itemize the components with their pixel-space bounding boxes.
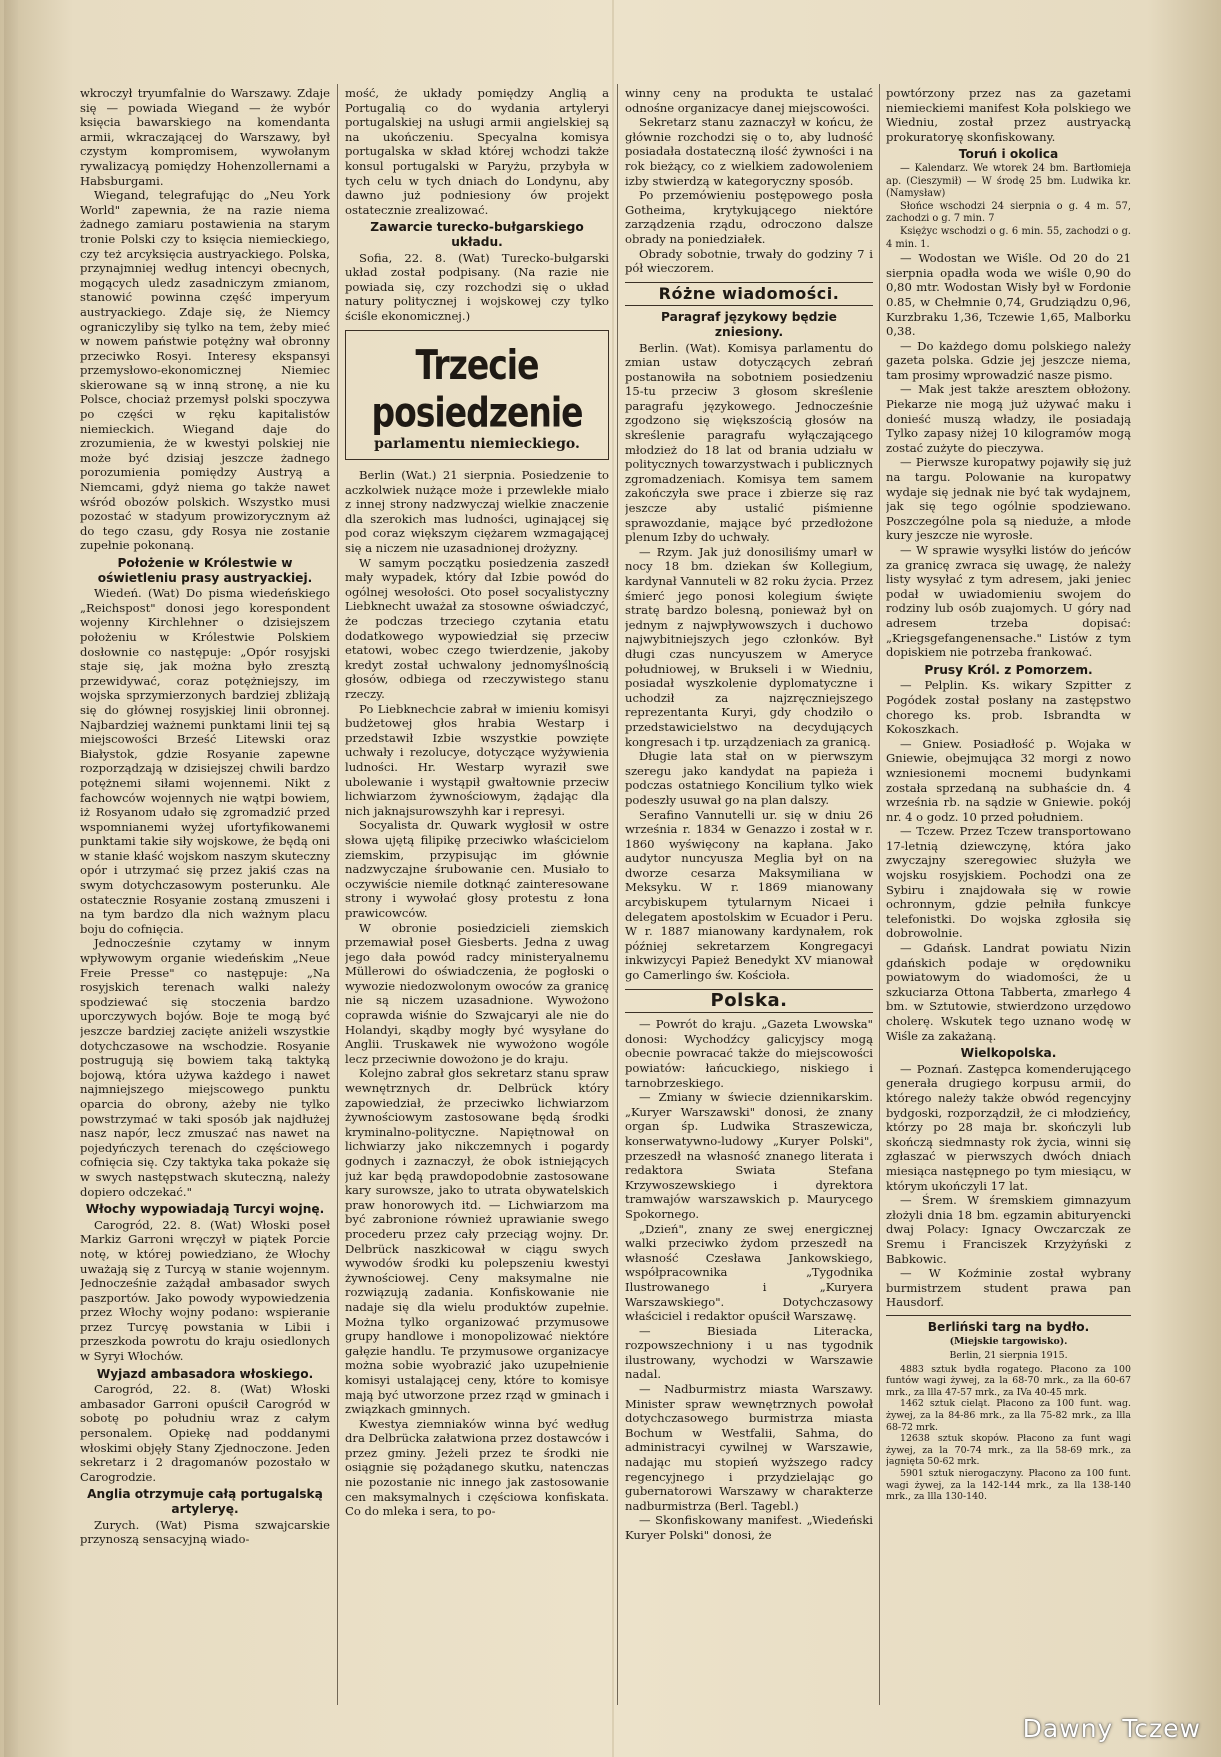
article-paragraph: Carogród, 22. 8. (Wat) Włoski poseł Markiz Garroni wręczył w piątek Porcie notę, w której powiedziano, że Włochy uważają się z Turcyą w stanie wojennym. Jednocześnie zażądał ambasador swych paszportów. Jako powody wypowiedzenia przez Włochy wojny podano: wspieranie przez Turcyę powstania w Libii i przeszkoda powrotu do kraju osiedlonych w Syryi Włochów. <box>80 1217 330 1364</box>
article-paragraph: Sekretarz stanu zaznaczył w końcu, że głównie rozchodzi się o to, aby ludność posiadała dostateczną ilość żywności i na rok bieżący, co z wielkiem zadowoleniem izby stwierdzą w kategoryczny sposób. <box>625 115 873 188</box>
binding-edge <box>4 0 18 1757</box>
column-1 <box>80 86 330 1703</box>
article-paragraph: — Zmiany w świecie dziennikarskim. „Kuryer Warszawski" donosi, że znany organ śp. Ludwika Straszewicza, konserwatywno-ludowy „Kuryer Polski", przeszedł na własność znanego literata i redaktora Swiata Stefana Krzywoszewskiego i dyrektora tramwajów warszawskich p. Maurycego Spokornego. <box>625 1090 873 1221</box>
article-paragraph: — Pierwsze kuropatwy pojawiły się już na targu. Polowanie na kuropatwy wydaje się jednak nie być tak wydajnem, jak się tego ogólnie spodziewano. Poszczególne pola są nieduże, a młode kury jeszcze nie wyrosłe. <box>886 455 1131 543</box>
section-header: Polska. <box>625 989 873 1014</box>
main-headline: Trzecie posiedzenie <box>371 339 583 436</box>
headline: Wielkopolska. <box>960 1046 1057 1061</box>
article-paragraph: mość, że układy pomiędzy Anglią a Portugalią co do wydania artyleryi portugalskiej na usługi armii angielskiej są na ukończeniu. Specyalna komisya portugalska w skład której wchodzi także konsul portugalski w Paryżu, przybyła w tych celu w tych dniach do Londynu, aby dawno już podniesiony ów projekt ostatecznie zrealizować. <box>345 86 609 217</box>
article-paragraph: — Poznań. Zastępca komenderującego generała drugiego korpusu armii, do którego należy także obwód regencyjny bydgoski, rozporządził, że ci młodzieńcy, którzy po 28 maja br. skończyli lub skończą siedmnasty rok życia, winni się zgłaszać w pierwszych dwóch dniach miesiąca następnego po tym miesiącu, w którym ukończyli 17 lat. <box>886 1061 1131 1193</box>
article-paragraph: „Dzień", znany ze swej energicznej walki przeciwko żydom przeszedł na własność Czesława Jankowskiego, współpracownika „Tygodnika Ilustrowanego i „Kuryera Warszawskiego". Dotychczasowy właściciel i redaktor opuścił Warszawę. <box>625 1221 873 1324</box>
column-rule <box>337 84 338 1705</box>
article-paragraph: Berlin. (Wat). Komisya parlamentu do zmian ustaw dotyczących zebrań postanowiła na sobotniem posiedzeniu 15-tu przeciw 3 głosom skreślenie paragrafu językowego. Jednocześnie zgodzono się większością głosów na skreślenie paragrafu wyłączającego młodzież do 18 lat od brania udziału w politycznych towarzystwach i publicznych zgromadzeniach. Komisya tem samem zakończyła swe prace i zbierze się raz jeszcze aby ustalić piśmienne sprawozdanie, mające być przedłożone plenum Izby do uchwały. <box>625 340 873 545</box>
article-paragraph: powtórzony przez nas za gazetami niemieckiemi manifest Koła polskiego we Wiedniu, został przez austryacką prokuratoryę skonfiskowany. <box>886 86 1131 144</box>
article-paragraph: wkroczył tryumfalnie do Warszawy. Zdaje się — powiada Wiegand — że wybór księcia bawarskiego na komendanta armii, wkraczającej do Warszawy, był czystym kompromisem, wywołanym rywalizacyą pomiędzy Hohenzollernami a Habsburgami. <box>80 86 330 188</box>
headline: Paragraf językowy będzie zniesiony. <box>661 310 837 339</box>
article-paragraph: — Gniew. Posiadłość p. Wojaka w Gniewie, obejmująca 32 morgi z nowo wzniesionemi mocnemi budynkami została sprzedaną na subhaście dn. 4 września rb. na sądzie w Gniewie. pokój nr. 4 o godz. 10 przed południem. <box>886 736 1131 824</box>
market-entry: 1462 sztuk cieląt. Płacono za 100 funt. wag. żywej, za la 84-86 mrk., za lla 75-82 mrk., za llla 68-72 mrk. <box>886 1398 1131 1433</box>
article-paragraph: — Gdańsk. Landrat powiatu Nizin gdańskich podaje w orędowniku powiatowym do wiadomości, że u szkuciarza Ottona Tabberta, zmarłego 4 bm. w Sztutowie, stwierdzono urzędowo cholerę. Wskutek tego uznano wodę w Wiśle za zakażaną. <box>886 941 1131 1043</box>
column-3 <box>625 86 873 1703</box>
article-paragraph: winny ceny na produkta te ustalać odnośne organizacye danej miejscowości. <box>625 86 873 115</box>
article-paragraph: Kwestya ziemniaków winna być według dra Delbrücka załatwiona przez dostawców i przez gminy. Jeżeli przez te środki nie osiągnie się pożądanego skutku, natenczas nie pozostanie nic innego jak zastosowanie cen maksymalnych i częściowa konfiskata. Co do mleka i sera, to po- <box>345 1416 609 1519</box>
calendar-entry: — Kalendarz. We wtorek 24 bm. Bartłomieja ap. (Cieszymił) — W środę 25 bm. Ludwika kr. (Namysław) <box>886 162 1131 200</box>
calendar-entry: Księżyc wschodzi o g. 6 min. 55, zachodzi o g. 4 min. 1. <box>886 225 1131 250</box>
article-paragraph: W samym początku posiedzenia zaszedł mały wypadek, który dał Izbie powód do ogólnej wesołości. Oto poseł socyalistyczny Liebknecht uważał za stosowne oświadczyć, że podczas trzeciego czytania etatu dodatkowego wypowiedział się przeciw etatowi, wobec czego twierdzenie, jakoby kredyt został uchwalony jednomyślnością głosów, odbiega od rzeczywistego stanu rzeczy. <box>345 555 609 701</box>
headline: Wyjazd ambasadora włoskiego. <box>96 1366 314 1381</box>
column-rule <box>617 84 618 1705</box>
article-paragraph: — Do każdego domu polskiego należy gazeta polska. Gdzie jej jeszcze niema, tam prosimy wprowadzić nasze pismo. <box>886 338 1131 382</box>
headline: Zawarcie turecko-bułgarskiego układu. <box>370 220 584 249</box>
headline: Położenie w Królestwie w oświetleniu prasy austryackiej. <box>97 556 313 585</box>
dateline: Berlin, 21 sierpnia 1915. <box>949 1350 1068 1362</box>
article-paragraph: Długie lata stał on w pierwszym szeregu jako kandydat na papieża i podczas ostatniego Koncilium tylko wiek podeszły usuwał go na plan dalszy. <box>625 749 873 807</box>
article-paragraph: — Pelplin. Ks. wikary Szpitter z Pogódek został posłany na zastępstwo chorego ks. prob. Isbrandta w Kokoszkach. <box>886 678 1131 737</box>
article-paragraph: Zurych. (Wat) Pisma szwajcarskie przynoszą sensacyjną wiado- <box>80 1517 330 1547</box>
article-paragraph: — Rzym. Jak już donosiliśmy umarł w nocy 18 bm. dziekan św Kollegium, kardynał Vannuteli w 82 roku życia. Przez śmierć jego ponosi kolegium święte stratę bardzo bolesną, ponieważ był on jednym z najwpływowszych i duchowo najwybitniejszych jego członków. Był długi czas nuncyuszem w Ameryce południowej, w Brukseli i w Wiedniu, posiadał wyszkolenie dyplomatyczne i uchodził za najzręczniejszego reprezentanta Kuryi, gdy chodziło o przedstawicielstwo na decydujących kongresach i tp. urządzeniach za granicą. <box>625 544 873 749</box>
article-paragraph: Po Liebknechcie zabrał w imieniu komisyi budżetowej głos hrabia Westarp i przedstawił Izbie wszystkie powzięte uchwały i rezolucye, dotyczące wyżywienia ludności. Hr. Westarp wyraził swe ubolewanie i wystąpił gwałtownie przeciw lichwiarzom żywnościowym, żądając dla nich jaknajsurowszyhh kar i represyi. <box>345 701 609 818</box>
market-entry: 5901 sztuk nierogaczyny. Płacono za 100 funt. wagi żywej, za la 142-144 mrk., za lla 138-140 mrk., za llla 130-140. <box>886 1468 1131 1503</box>
market-entry: 4883 sztuk bydła rogatego. Płacono za 100 funtów wagi żywej, za la 68-70 mrk., za lla 60-67 mrk., za llla 47-57 mrk., za IVa 40-45 mrk. <box>886 1363 1131 1398</box>
headline: Anglia otrzymuje całą portugalską artyleryę. <box>87 1487 323 1516</box>
page-fold <box>612 0 614 1757</box>
article-paragraph: Serafino Vannutelli ur. się w dniu 26 września r. 1834 w Genazzo i został w r. 1860 wyświęcony na kapłana. Jako audytor nuncyusza Meglia był on na dworze cesarza Maksymiliana w Meksyku. W r. 1869 mianowany arcybiskupem tytularnym Nicaei i delegatem apostolskim w Ecuador i Peru. W r. 1887 mianowany kardynałem, rok później sekretarzem Kongregacyi inkwizycyi Papież Benedykt XV mianował go Camerlingo św. Kościoła. <box>625 807 873 983</box>
headline: Berliński targ na bydło. <box>886 1315 1131 1335</box>
headline: Prusy Król. z Pomorzem. <box>924 662 1093 677</box>
article-paragraph: Socyalista dr. Quwark wygłosił w ostre słowa ujętą filipikę przeciwko właścicielom ziemskim, przypisując im głównie nadzwyczajne śrubowanie cen. Musiało to oczywiście niemile dotknąć zainteresowane strony i wywołać głosy protestu z łona prawicowców. <box>345 818 609 920</box>
article-paragraph: — Mak jest także aresztem obłożony. Piekarze nie mogą już używać maku i donieść muszą władzy, ile posiadają Tylko zapasy niżej 10 kilogramów mogą zostać zużyte do pieczywa. <box>886 382 1131 455</box>
article-paragraph: — Tczew. Przez Tczew transportowano 17-letnią dziewczynę, która jako zwyczajny szeregowiec służyła we wojsku rosyjskiem. Pochodzi ona ze Sybiru i znajdowała się w rowie ochronnym, gdzie pełniła funkcye telefonistki. Do wojska zgłosiła się dobrowolnie. <box>886 824 1131 941</box>
main-subheadline: parlamentu niemieckiego. <box>374 435 580 452</box>
article-paragraph: Obrady sobotnie, trwały do godziny 7 i pół wieczorem. <box>625 246 873 276</box>
section-header: Różne wiadomości. <box>625 282 873 307</box>
article-paragraph: W obronie posiedzicieli ziemskich przemawiał poseł Giesberts. Jedna z uwag jego dała powód radcy ministeryalnemu Müllerowi do oświadczenia, że pogłoski o wywozie niedozwolonym owoców za granicę nie są niczem uzasadnione. Wywożono coprawda wiśnie do Szwajcaryi ale nie do Holandyi, skądby mogły być wysyłane do Anglii. Truskawek nie wywożono wogóle lecz przeciwnie dowożono je do kraju. <box>345 920 609 1066</box>
watermark: Dawny Tczew <box>1022 1714 1201 1743</box>
article-paragraph: — Biesiada Literacka, rozpowszechniony i u nas tygodnik ilustrowany, wychodzi w Warszawie nadal. <box>625 1323 873 1382</box>
article-paragraph: — W Koźminie został wybrany burmistrzem student prawa pan Hausdorf. <box>886 1266 1131 1310</box>
headline: Toruń i okolica <box>958 147 1059 162</box>
article-paragraph: — Powrót do kraju. „Gazeta Lwowska" donosi: Wychodźcy galicyjscy mogą obecnie powracać także do miejscowości powiatów: łańcuckiego, niskiego i tarnobrzeskiego. <box>625 1017 873 1090</box>
article-paragraph: Berlin (Wat.) 21 sierpnia. Posiedzenie to aczkolwiek nużące może i przewlekłe miało z innej strony nadzwyczaj wielkie znaczenie dla szerokich mas ludności, uginającej się pod coraz większym ciężarem wzmagającej się a niczem nie uzasadnionej drożyzny. <box>345 468 609 556</box>
article-paragraph: Wiegand, telegrafując do „Neu York World" zapewnia, że na razie niema żadnego zamiaru postawienia na starym tronie Polski czy to księcia niemieckiego, czy też arcyksięcia austryackiego. Polska, przynajmniej według intencyi obecnych, mogących uledz zasadniczym zmianom, stanowić powinna część imperyum austryackiego. Zdaje się, że Niemcy ograniczyliby się tylko na tem, żeby mieć w nowem państwie potężny wał obronny przeciwko Rosyi. Interesy ekspansyi przemysłowo-ekonomicznej Niemiec skierowane są w inną stronę, a nie ku Polsce, chociaż przemysł polski spoczywa po części w ręku kapitalistów niemieckich. Wiegand daje do zrozumienia, że w kwestyi polskiej nie może być dzisiaj jeszcze żadnego porozumienia pomiędzy Austryą a Niemcami, gdyż niema go także nawet wśród obozów polskich. Wszystko musi pozostać w stadyum prowizorycznym aż do tego czasu, gdy Rosya nie zostanie zupełnie pokonaną. <box>80 188 330 553</box>
article-paragraph: — W sprawie wysyłki listów do jeńców za granicę zwraca się uwagę, że należy listy wysyłać z tym adresem, jaki jeniec podał w uwiadomieniu swojem do rodziny lub osób zuajomych. U góry nad adresem trzeba dopisać: „Kriegsgefangenensache." Listów z tym dopiskiem nie potrzeba frankować. <box>886 543 1131 660</box>
article-paragraph: — Skonfiskowany manifest. „Wiedeński Kuryer Polski" donosi, że <box>625 1513 873 1542</box>
headline: Włochy wypowiadają Turcyi wojnę. <box>85 1202 325 1217</box>
article-paragraph: — Śrem. W śremskiem gimnazyum złożyli dnia 18 bm. egzamin abituryencki dwaj Polacy: Ignacy Owczarczak ze Sremu i Franciszek Krzyżyński z Babkowic. <box>886 1193 1131 1266</box>
article-paragraph: Kolejno zabrał głos sekretarz stanu spraw wewnętrznych dr. Delbrück który zapowiedział, że przeciwko lichwiarzom żywnościowym zastosowane będą środki kryminalno-polityczne. Napiętnował on lichwiarzy jako nikczemnych i pogardy godnych i zaznaczył, że obok istniejących już kar będą prawdopodobnie zastosowane kary surowsze, jako to utrata obywatelskich praw honorowych itd. — Lichwiarzom ma być zabronione również uprawianie swego procederu przez cały przeciąg wojny. Dr. Delbrück naszkicował w ciągu swych wywodów środki ku polepszeniu kwestyi żywnościowej. Ceny maksymalne nie rozwiązują zadania. Konfiskowanie nie nadaje się dla wielu produktów zupełnie. Można tylko organizować przymusowe grupy handlowe i monopolizować niektóre gałęzie handlu. Te przymusowe organizacye można sobie wyobrazić jako uzupełnienie komisyi ustalającej ceny, które to komisye mają być utworzone przez rząd w gminach i związkach gminnych. <box>345 1066 609 1417</box>
main-headline-box <box>345 330 609 461</box>
article-paragraph: — Nadburmistrz miasta Warszawy. Minister spraw wewnętrznych powołał dotychczasowego burmistrza miasta Bochum w Westfalii, Sahma, do administracyi cywilnej w Warszawie, nadając mu stopień wyższego radcy regencyjnego i przydzielając go gubernatorowi Warszawy w charakterze nadburmistrza (Berl. Tagebl.) <box>625 1382 873 1513</box>
article-paragraph: Carogród, 22. 8. (Wat) Włoski ambasador Garroni opuścił Carogród w sobotę po południu wraz z całym personalem. Opiekę nad poddanymi włoskimi objęły Stany Zjednoczone. Jeden sekretarz i 2 dragomanów pozostało w Carogrodzie. <box>80 1382 330 1484</box>
article-paragraph: Sofia, 22. 8. (Wat) Turecko-bułgarski układ został podpisany. (Na razie nie powiada się, czy rozchodzi się o układ natury politycznej i wojskowej czy tylko ściśle ekonomicznej.) <box>345 250 609 323</box>
article-paragraph: — Wodostan we Wiśle. Od 20 do 21 sierpnia opadła woda we wiśle 0,90 do 0,80 mtr. Wodostan Wisły był w Fordonie 0.85, w Chełmnie 0,74, Grudziądzu 0,96, Kurzbraku 1,36, Tczewie 1,65, Malborku 0,38. <box>886 251 1131 339</box>
column-4 <box>886 86 1131 1703</box>
market-entry: 12638 sztuk skopów. Płacono za funt wagi żywej, za la 70-74 mrk., za lla 58-69 mrk., za jagnięta 50-62 mrk. <box>886 1433 1131 1468</box>
column-2 <box>345 86 609 1703</box>
article-paragraph: Po przemówieniu postępowego posła Gotheima, krytykującego niektóre zarządzenia rządu, odroczono dalsze obrady na poniedziałek. <box>625 188 873 246</box>
calendar-entry: Słońce wschodzi 24 sierpnia o g. 4 m. 57, zachodzi o g. 7 min. 7 <box>886 200 1131 225</box>
subheadline: (Miejskie targowisko). <box>949 1336 1068 1348</box>
article-paragraph: Jednocześnie czytamy w innym wpływowym organie wiedeńskim „Neue Freie Presse" co następuje: „Na rosyjskich terenach walki należy spodziewać się stoczenia bardzo uporczywych bojów. Boje te mogą być jeszcze bardziej zacięte aniżeli wszystkie dotychczasowe na wschodzie. Rosyanie postrugują się bowiem taką taktyką bojową, która używa każdego i nawet najmniejszego miejscowego punktu oparcia do obrony, ażeby nie tylko powstrzymać w taki sposób jak najdłużej nasz napór, lecz zmuszać nas nawet na pojedyńczych terenach do częściowego cofnięcia się. Czy taktyka taka pokaże się w swych następstwach skuteczną, należy dopiero odczekać." <box>80 936 330 1199</box>
article-paragraph: Wiedeń. (Wat) Do pisma wiedeńskiego „Reichspost" donosi jego korespondent wojenny Kirchlehner o dzisiejszem położeniu w Królestwie Polskiem dosłownie co następuje: „Opór rosyjski staje się, jak można było zresztą przewidywać, coraz potężniejszy, im wojska sprzymierzonych bardziej zbliżają się do głównej rosyjskiej linii obronnej. Najbardziej ważnemi punktami linii tej są miejscowości Brześć Litewski oraz Białystok, gdzie Rosyanie zapewne rozporządzają w dzisiejszej chwili bardzo potężnemi siłami wojennemi. Nikt z fachowców wojennych nie wątpi bowiem, iż Rosyanom udało się zgromadzić przed wspomnianemi wyżej ufortyfikowanemi punktami takie siły wojskowe, że będą oni w stanie kłaść wojskom naszym skuteczny opór i utrzymać się przez jakiś czas na swym dotychczasowym posterunku. Ale ostatecznie Rosyanie zostaną zmuszeni i na tym bardzo dla nich ważnym placu boju do cofnięcia. <box>80 586 330 936</box>
column-rule <box>879 84 880 1705</box>
